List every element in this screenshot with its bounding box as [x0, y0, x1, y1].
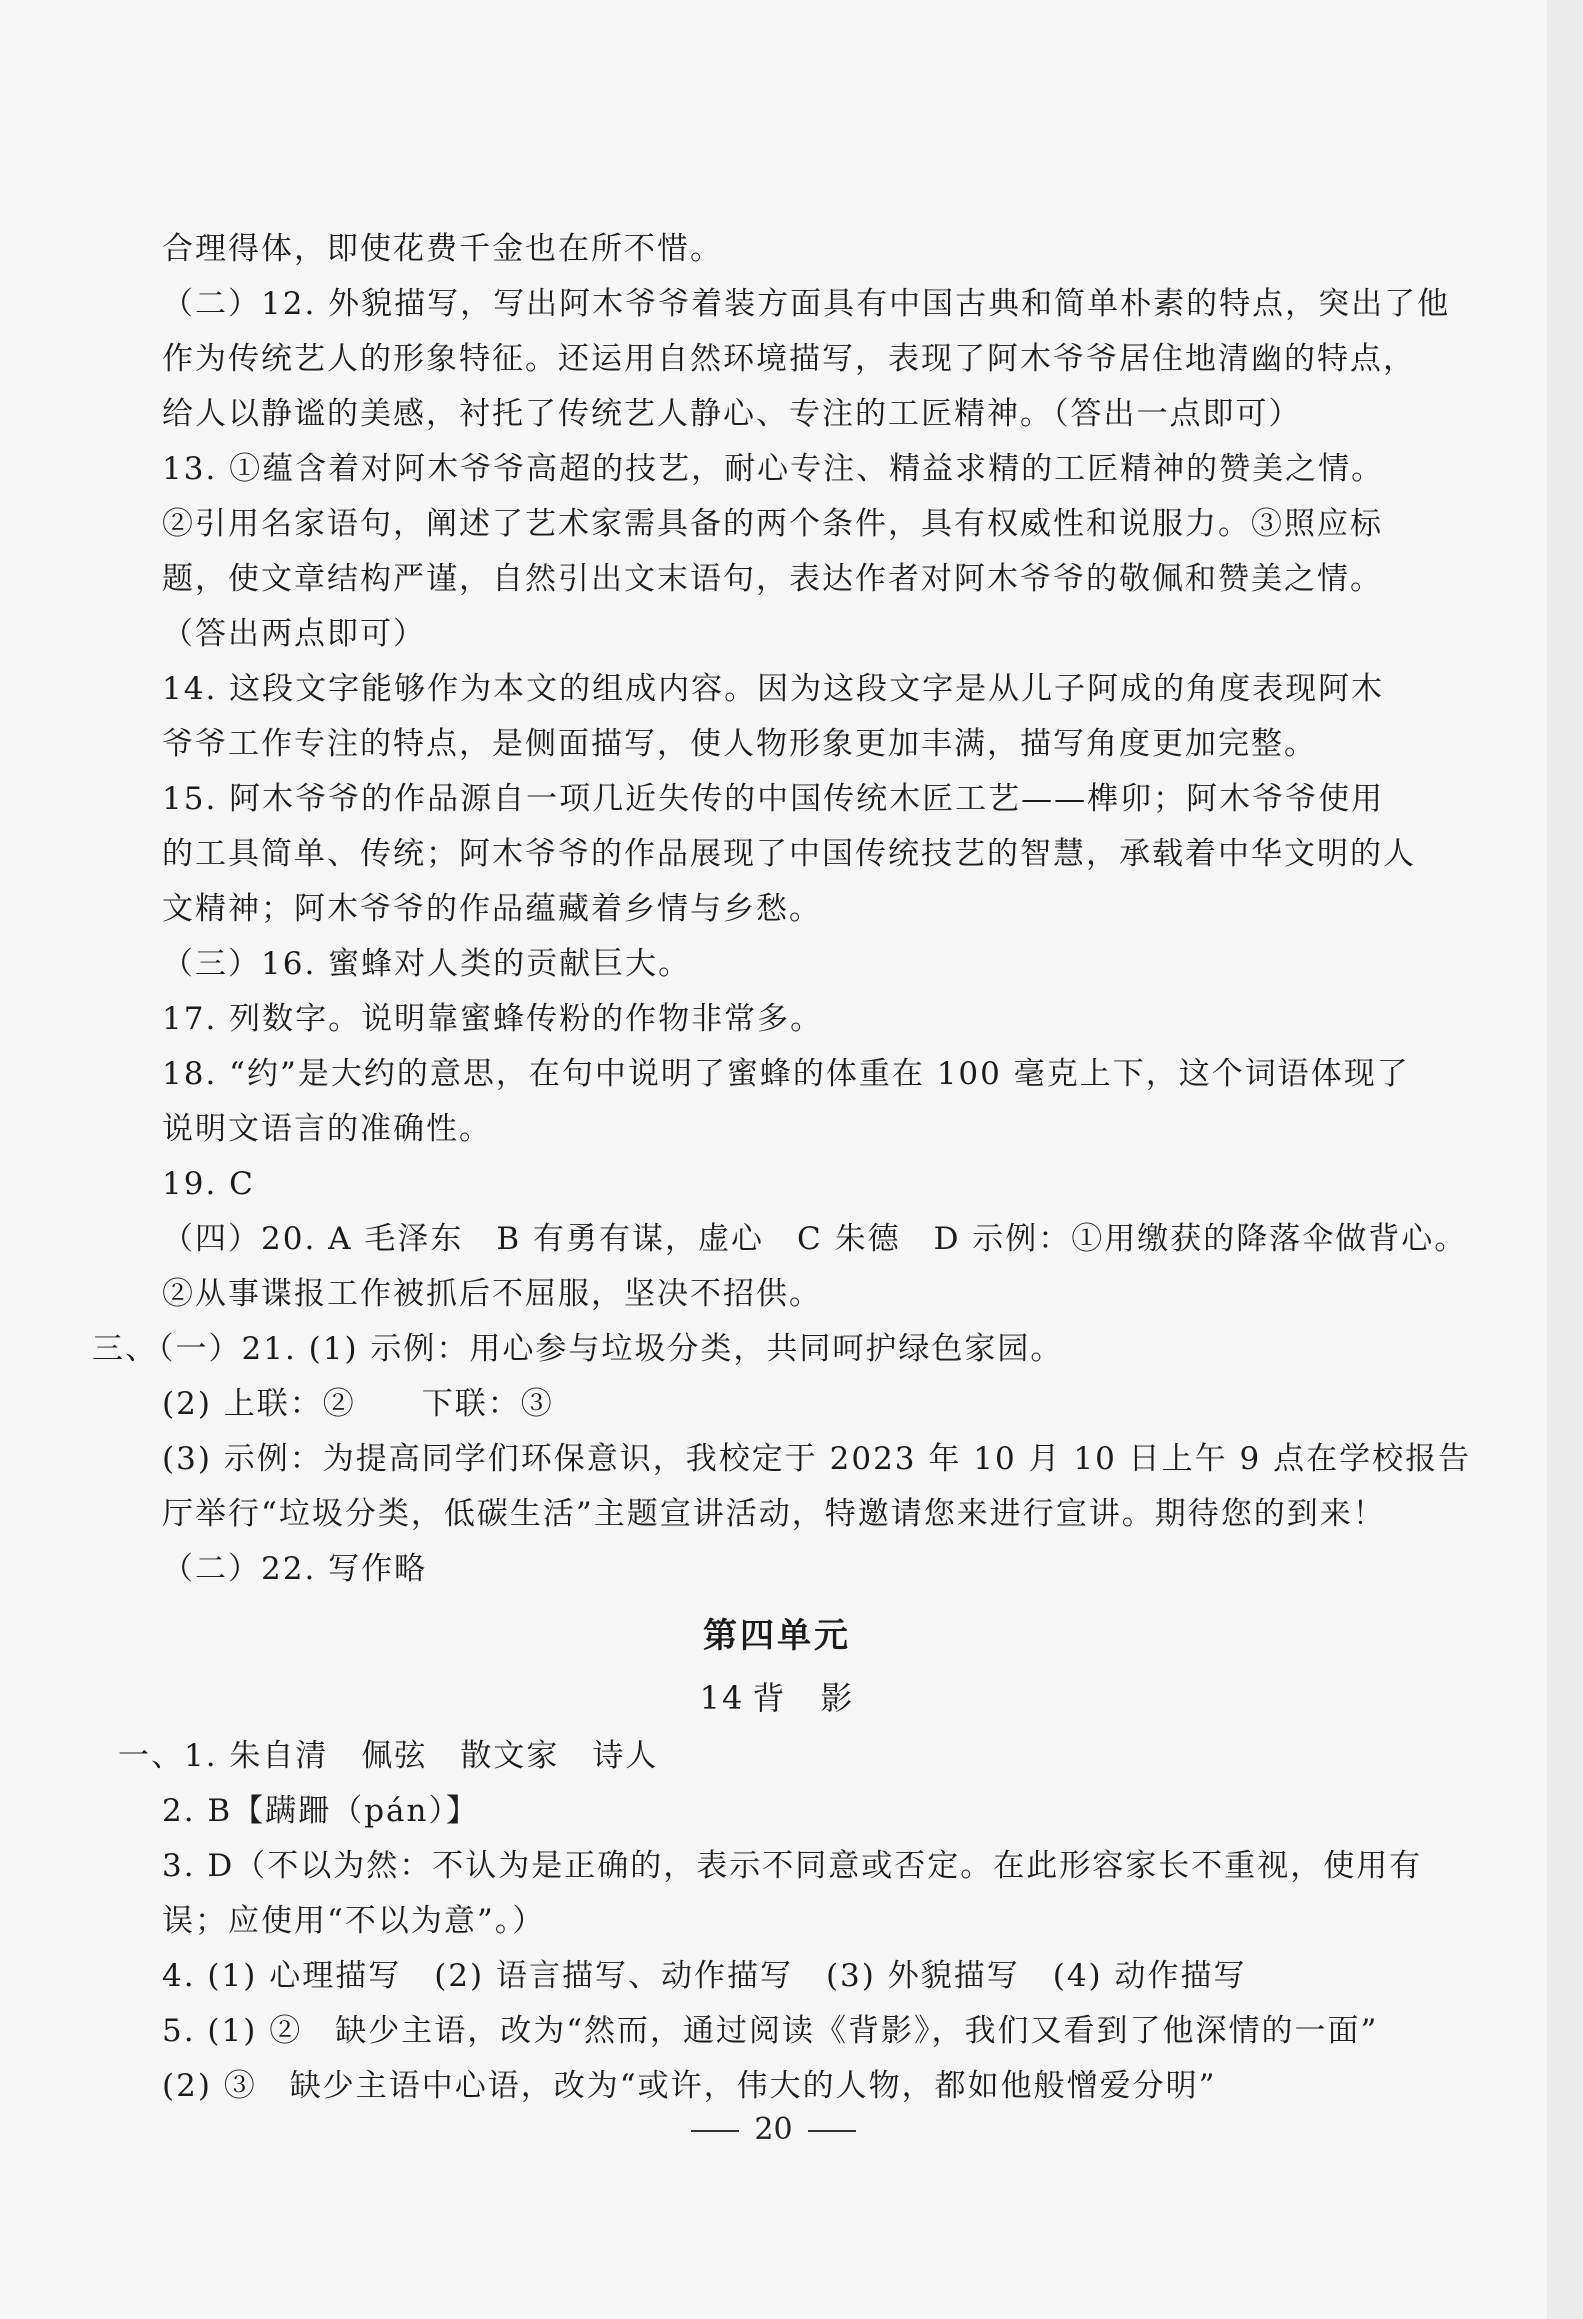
text-line: 2. B【蹒跚（pán）】 [162, 1793, 480, 1829]
text-line: 17. 列数字。说明靠蜜蜂传粉的作物非常多。 [162, 1001, 824, 1037]
page-footer [0, 2112, 1547, 2147]
text-line: 14. 这段文字能够作为本文的组成内容。因为这段文字是从儿子阿成的角度表现阿木 [162, 671, 1385, 707]
text-line: （三）16. 蜜蜂对人类的贡献巨大。 [162, 946, 692, 982]
text-line: 的工具简单、传统；阿木爷爷的作品展现了中国传统技艺的智慧，承载着中华文明的人 [162, 836, 1416, 872]
text-line: 一、1. 朱自清 佩弦 散文家 诗人 [118, 1738, 659, 1774]
text-line: 厅举行“垃圾分类，低碳生活”主题宣讲活动，特邀请您来进行宣讲。期待您的到来！ [162, 1496, 1386, 1532]
text-line: （二）12. 外貌描写，写出阿木爷爷着装方面具有中国古典和简单朴素的特点，突出了他 [162, 286, 1451, 322]
text-line: 误；应使用“不以为意”。） [162, 1903, 546, 1939]
text-line: （四）20. A 毛泽东 B 有勇有谋，虚心 C 朱德 D 示例：①用缴获的降落伞做背心。 [162, 1221, 1468, 1257]
text-line: 题，使文章结构严谨，自然引出文末语句，表达作者对阿木爷爷的敬佩和赞美之情。 [162, 561, 1383, 597]
answers-unit-three [92, 222, 1472, 1597]
text-line: (2) ③ 缺少主语中心语，改为“或许，伟大的人物，都如他般憎爱分明” [162, 2068, 1217, 2104]
text-line: ②引用名家语句，阐述了艺术家需具备的两个条件，具有权威性和说服力。③照应标 [162, 506, 1383, 542]
lesson-title [162, 1667, 1392, 1729]
text-line: 作为传统艺人的形象特征。还运用自然环境描写，表现了阿木爷爷居住地清幽的特点， [162, 341, 1416, 377]
text-line: 合理得体，即使花费千金也在所不惜。 [162, 231, 723, 267]
text-line: (3) 示例：为提高同学们环保意识，我校定于 2023 年 10 月 10 日上午 9 点在学校报告 [162, 1441, 1472, 1477]
text-line: 19. C [162, 1166, 255, 1202]
answers-lesson-14 [118, 1729, 1423, 2114]
text-line: 爷爷工作专注的特点，是侧面描写，使人物形象更加丰满，描写角度更加完整。 [162, 726, 1317, 762]
page-edge-shadow [1547, 0, 1583, 2319]
text-line: （二）22. 写作略 [162, 1551, 428, 1587]
text-line: 18. “约”是大约的意思，在句中说明了蜜蜂的体重在 100 毫克上下，这个词语体现了 [162, 1056, 1410, 1092]
footer-dash-right [808, 2130, 856, 2132]
lesson-number: 14 [699, 1679, 745, 1717]
page-number: 20 [754, 2112, 793, 2147]
text-line: 4. (1) 心理描写 (2) 语言描写、动作描写 (3) 外貌描写 (4) 动作描写 [162, 1958, 1247, 1994]
footer-dash-left [691, 2130, 739, 2132]
lesson-name: 背 影 [752, 1679, 855, 1717]
answer-content [92, 222, 1472, 2114]
text-line: (2) 上联：② 下联：③ [162, 1386, 554, 1422]
text-line: 15. 阿木爷爷的作品源自一项几近失传的中国传统木匠工艺——榫卯；阿木爷爷使用 [162, 781, 1385, 817]
text-line: ②从事谍报工作被抓后不屈服，坚决不招供。 [162, 1276, 822, 1312]
unit-title: 第四单元 [703, 1616, 851, 1656]
text-line: （答出两点即可） [162, 616, 426, 652]
text-line: 文精神；阿木爷爷的作品蕴藏着乡情与乡愁。 [162, 891, 822, 927]
text-line: 说明文语言的准确性。 [162, 1111, 492, 1147]
text-line: 3. D（不以为然：不认为是正确的，表示不同意或否定。在此形容家长不重视，使用有 [162, 1848, 1423, 1884]
text-line: 5. (1) ② 缺少主语，改为“然而，通过阅读《背影》，我们又看到了他深情的一面” [162, 2013, 1379, 2049]
text-line: 给人以静谧的美感，衬托了传统艺人静心、专注的工匠精神。（答出一点即可） [162, 396, 1302, 432]
text-line: 13. ①蕴含着对阿木爷爷高超的技艺，耐心专注、精益求精的工匠精神的赞美之情。 [162, 451, 1385, 487]
text-line: 三、（一）21. (1) 示例：用心参与垃圾分类，共同呵护绿色家园。 [92, 1331, 1064, 1367]
